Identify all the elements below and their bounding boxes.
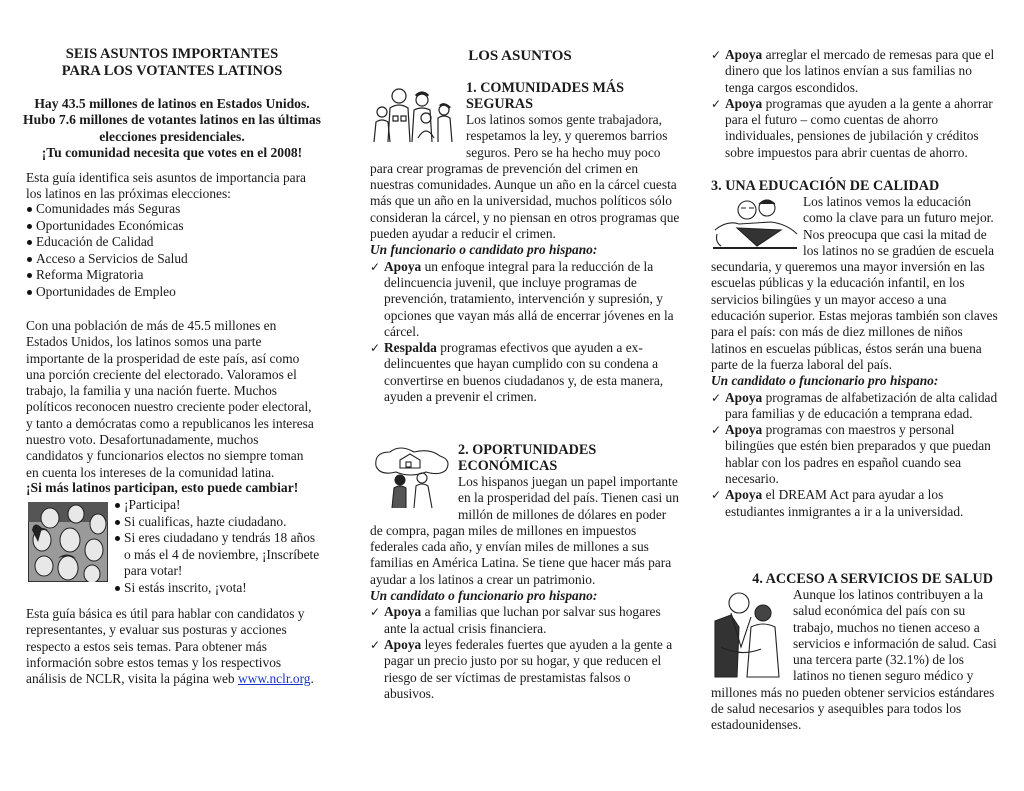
issue-item (26, 267, 318, 284)
check-icon: ✓ (711, 390, 722, 405)
section-safer-communities (370, 80, 680, 405)
action-label: ¡Participa! (124, 497, 181, 512)
issue-item (26, 234, 318, 251)
actions-list (114, 497, 324, 597)
bullet-icon (115, 586, 120, 591)
check-item (711, 390, 1001, 423)
issue-item (26, 218, 318, 235)
section-health-access (711, 571, 1001, 734)
check-item (370, 259, 680, 340)
heading-line: 2. OPORTUNIDADES (458, 442, 597, 458)
bullet-icon (27, 257, 32, 262)
check-text: el DREAM Act para ayudar a los estudiantes inmigrantes a ir a la universidad. (725, 487, 964, 519)
highlight-stats (22, 96, 322, 161)
check-text: a familias que luchan por salvar sus hogares ante la actual crisis financiera. (384, 604, 661, 636)
intro-text: Esta guía identifica seis asuntos de importancia para los latinos en las próximas elecciones: (26, 170, 306, 202)
action-label: Si eres ciudadano y tendrás 18 años o más el 4 de noviembre, ¡Inscríbete para votar! (124, 530, 320, 579)
check-text: programas de alfabetización de alta calidad para familias y de educación a temprana edad. (725, 389, 998, 421)
family-illustration (370, 80, 462, 152)
issue-label: Oportunidades Económicas (36, 217, 184, 233)
check-verb: Apoya (725, 487, 763, 503)
check-text: un enfoque integral para la reducción de la delincuencia juvenil, que incluye programas de prevención, tratamiento, intervención y supresión, y opciones que vayan más allá de encerrar jóvenes en la cárcel. (384, 258, 674, 339)
check-icon: ✓ (370, 259, 381, 274)
check-verb: Apoya (725, 389, 763, 405)
issue-item (26, 201, 318, 218)
check-icon: ✓ (711, 488, 722, 503)
reading-illustration (711, 194, 801, 256)
bullet-icon (27, 290, 32, 295)
issue-label: Acceso a Servicios de Salud (36, 250, 188, 266)
issue-item (26, 284, 318, 301)
check-item (711, 47, 996, 96)
section2-subhead: Un candidato o funcionario pro hispano: (370, 588, 598, 604)
closing-period: . (310, 671, 314, 687)
check-icon: ✓ (711, 423, 722, 438)
bullet-icon (115, 536, 120, 541)
heading-line: ECONÓMICAS (458, 458, 558, 474)
nclr-website-link[interactable]: www.nclr.org (237, 671, 311, 687)
action-item (114, 580, 324, 597)
check-verb: Apoya (725, 95, 763, 111)
section1-body: Los latinos somos gente trabajadora, respetamos la ley, y queremos barrios seguros. Pero se ha hecho muy poco para crear programas de prevención del crimen en nuestras comunidades. Aunque un año en la cárcel cuesta más que un año en la universidad, muchos políticos sólo consideran la cárcel, y no piensan en otros programas que pueden ayudar a reducir el crimen. (370, 112, 680, 242)
check-icon: ✓ (370, 341, 381, 356)
highlight-line: elecciones presidenciales. (99, 128, 245, 144)
population-paragraph: Con una población de más de 45.5 millones en Estados Unidos, los latinos somos una parte importante de la prosperidad de este país, así como una porción creciente del electorado. Valoramos el trabajo, la familia y una nación fuerte. Muchos políticos reconocen nuestro creciente poder electoral, y tanto a demócratas como a republicanos les interesa nuestro voto. Desafortunadamente, muchos candidatos y funcionarios electos no siempre toman en cuenta los intereses de la comunidad latina. (26, 318, 314, 480)
check-text: programas efectivos que ayuden a ex-delincuentes que hayan cumplido con su condena a convertirse en buenos ciudadanos y, de esta manera, ayuden a prevenir el crimen. (384, 340, 664, 405)
section3-subhead: Un candidato o funcionario pro hispano: (711, 373, 939, 389)
check-icon: ✓ (370, 637, 381, 652)
action-item (114, 514, 324, 531)
intro-title (26, 46, 318, 80)
change-heading: ¡Si más latinos participan, esto puede cambiar! (26, 480, 299, 495)
highlight-line: Hubo 7.6 millones de votantes latinos en las últimas (23, 112, 321, 128)
closing-text: Esta guía básica es útil para hablar con candidatos y representantes, y evaluar sus posturas y acciones respecto a estos seis temas. Para obtener más información sobre estos temas y los respectivos análisis de NCLR, visita la página web (26, 606, 305, 687)
check-verb: Apoya (725, 47, 763, 62)
check-text: arreglar el mercado de remesas para que el dinero que los latinos envían a sus familias no tenga cargos escondidos. (725, 47, 995, 95)
economy-illustration (370, 446, 454, 512)
highlight-line: Hay 43.5 millones de latinos en Estados Unidos. (34, 96, 310, 111)
check-icon: ✓ (711, 96, 722, 111)
issue-label: Reforma Migratoria (36, 267, 144, 283)
bullet-icon (27, 224, 32, 229)
check-item (711, 96, 996, 161)
check-item (370, 637, 680, 702)
highlight-line: ¡Tu comunidad necesita que votes en el 2008! (41, 144, 303, 160)
check-icon: ✓ (370, 605, 381, 620)
check-verb: Apoya (384, 604, 422, 620)
section2-checklist (370, 604, 680, 702)
intro-title-line2: PARA LOS VOTANTES LATINOS (61, 63, 283, 79)
crowd-illustration (28, 502, 108, 582)
check-verb: Apoya (725, 422, 763, 438)
issue-label: Comunidades más Seguras (36, 201, 181, 216)
bullet-icon (115, 520, 120, 525)
issue-label: Educación de Calidad (36, 234, 154, 250)
check-text: programas con maestros y personal bilingües que estén bien preparados y que puedan hablar con los padres en español cuando sea necesario. (725, 422, 991, 487)
section-quality-education (711, 178, 1001, 520)
action-item (114, 530, 324, 580)
intro-title-line1: SEIS ASUNTOS IMPORTANTES (65, 46, 279, 62)
issue-item (26, 251, 318, 268)
section-economic-opportunities (370, 442, 680, 702)
check-icon: ✓ (711, 48, 722, 62)
check-verb: Apoya (384, 258, 422, 274)
bullet-icon (27, 240, 32, 245)
section2-checklist-continued (711, 47, 996, 161)
check-verb: Respalda (384, 340, 437, 356)
doctor-illustration (711, 587, 791, 683)
bullet-icon (27, 207, 32, 212)
bullet-icon (27, 273, 32, 278)
closing-paragraph (26, 606, 318, 687)
check-item (711, 487, 1001, 520)
check-text: leyes federales fuertes que ayuden a la gente a pagar un precio justo por su hogar, y que reducen el riesgo de ser víctimas de prestamistas falsos o abusivos. (384, 636, 673, 701)
issues-list (26, 201, 318, 301)
section2-body: Los hispanos juegan un papel importante en la prosperidad del país. Tienen casi un millón de millones de dólares en poder de compra, pagan miles de millones en impuestos federales cada año, y envían miles de millones a sus familias en América Latina. Se tiene que hacer más para ayudar a los latinos a crear un patrimonio. (370, 474, 679, 587)
section3-checklist (711, 390, 1001, 520)
check-item (370, 340, 680, 405)
check-item (370, 604, 680, 637)
check-text: programas que ayuden a la gente a ahorrar para el futuro – como cuentas de ahorro individuales, pensiones de jubilación y créditos sobre impuestos para abrir cuentas de ahorro. (725, 95, 993, 160)
action-label: Si cualificas, hazte ciudadano. (124, 513, 287, 529)
check-verb: Apoya (384, 636, 422, 652)
action-item (114, 497, 324, 514)
action-label: Si estás inscrito, ¡vota! (124, 579, 247, 595)
check-item (711, 422, 1001, 487)
section3-heading: 3. UNA EDUCACIÓN DE CALIDAD (711, 178, 940, 194)
section1-subhead: Un funcionario o candidato pro hispano: (370, 242, 598, 258)
section4-heading: 4. ACCESO A SERVICIOS DE SALUD (752, 571, 993, 587)
bullet-icon (115, 503, 120, 508)
section4-body: Aunque los latinos contribuyen a la salud económica del país con su trabajo, muchos no tienen acceso a servicios e información de salud. Casi una tercera parte (32.1%) de los latinos no tienen seguro médico y millones más no pueden obtener servicios estándares de salud necesarios y asequibles para todos los estadounidenses. (711, 587, 997, 733)
heading-line: 1. COMUNIDADES MÁS (466, 80, 625, 96)
section3-body: Los latinos vemos la educación como la clave para un futuro mejor. Nos preocupa que casi la mitad de los latinos no se gradúen de escuela secundaria, y queremos una mayor inversión en las escuelas públicas y la educación infantil, en los servicios bilingües y un mayor acceso a una educación superior. Estas mejoras también son claves para el país: con más de diez millones de niños latinos en escuelas públicas, éstos serán una buena parte de la fuerza laboral del país. (711, 194, 998, 372)
heading-line: SEGURAS (466, 96, 534, 112)
issues-title: LOS ASUNTOS (468, 48, 572, 64)
issue-label: Oportunidades de Empleo (36, 283, 176, 299)
section1-checklist (370, 259, 680, 406)
